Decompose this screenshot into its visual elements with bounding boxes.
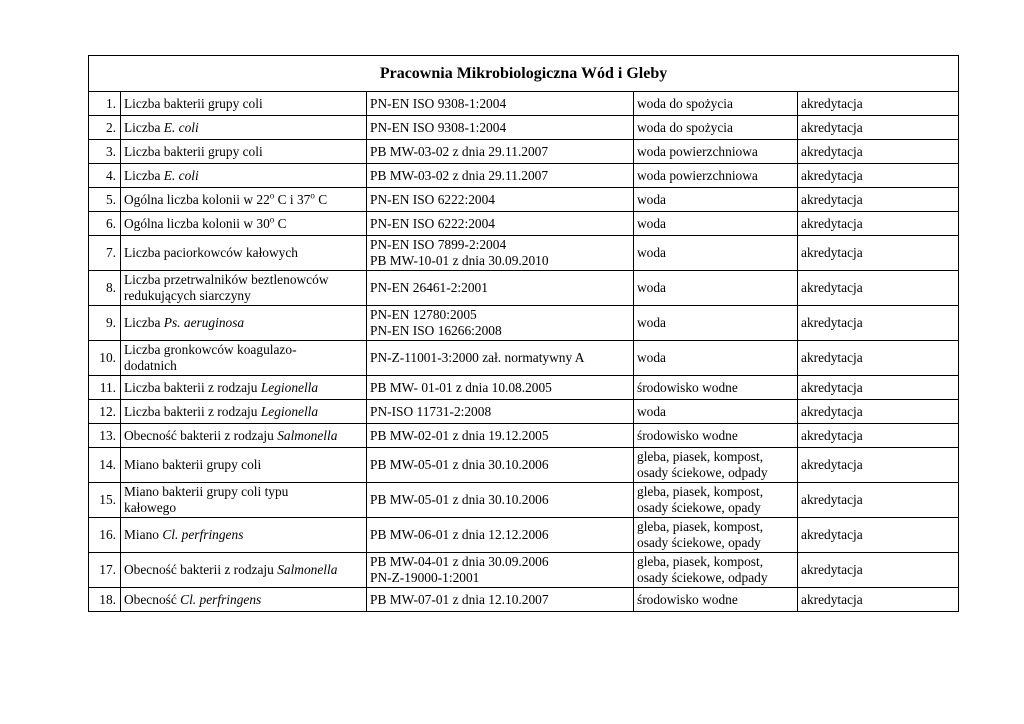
matrix-line: woda [637, 191, 667, 207]
parameter-cell: Liczba bakterii z rodzaju Legionella [121, 376, 367, 400]
matrix-cell [634, 164, 798, 188]
method-cell [367, 140, 634, 164]
matrix-line: środowisko wodne [637, 591, 738, 607]
row-number: 18. [89, 588, 121, 612]
table-row [89, 306, 959, 341]
accreditation-cell: akredytacja [798, 164, 959, 188]
method-cell [367, 400, 634, 424]
degree-superscript: o [269, 214, 275, 225]
matrix-cell [634, 306, 798, 341]
matrix-cell [634, 271, 798, 306]
method-cell [367, 553, 634, 588]
matrix-cell [634, 553, 798, 588]
table-row [89, 341, 959, 376]
matrix-line: gleba, piasek, kompost, [637, 519, 764, 534]
method-line: PB MW-02-01 z dnia 19.12.2005 [370, 427, 549, 443]
method-cell [367, 116, 634, 140]
methods-table [88, 55, 959, 612]
parameter-cell: Liczba paciorkowców kałowych [121, 236, 367, 271]
method-line: PN-EN ISO 9308-1:2004 [370, 119, 507, 135]
table-row [89, 188, 959, 212]
matrix-cell [634, 188, 798, 212]
method-line: PB MW-03-02 z dnia 29.11.2007 [370, 167, 549, 183]
accreditation-cell: akredytacja [798, 306, 959, 341]
matrix-line: osady ściekowe, opady [637, 535, 761, 550]
matrix-cell [634, 212, 798, 236]
degree-superscript: o [310, 190, 315, 201]
method-line: PN-ISO 11731-2:2008 [370, 403, 492, 419]
accreditation-cell: akredytacja [798, 424, 959, 448]
parameter-cell: Obecność Cl. perfringens [121, 588, 367, 612]
matrix-line: woda do spożycia [637, 119, 733, 135]
matrix-line: gleba, piasek, kompost, [637, 484, 764, 499]
method-cell [367, 164, 634, 188]
method-line: PN-Z-19000-1:2001 [370, 570, 480, 585]
row-number: 1. [89, 92, 121, 116]
row-number: 9. [89, 306, 121, 341]
method-line: PB MW-03-02 z dnia 29.11.2007 [370, 143, 549, 159]
table-row [89, 518, 959, 553]
italic-text: Ps. aeruginosa [163, 315, 245, 330]
matrix-line: woda [637, 280, 667, 295]
matrix-line: środowisko wodne [637, 427, 738, 443]
row-number: 14. [89, 448, 121, 483]
method-cell [367, 483, 634, 518]
accreditation-cell: akredytacja [798, 271, 959, 306]
accreditation-cell: akredytacja [798, 188, 959, 212]
row-number: 13. [89, 424, 121, 448]
table-row [89, 164, 959, 188]
table-row [89, 212, 959, 236]
accreditation-cell: akredytacja [798, 92, 959, 116]
degree-superscript: o [269, 190, 275, 201]
table-body [89, 92, 959, 612]
parameter-cell: Liczba E. coli [121, 164, 367, 188]
parameter-cell: Liczba bakterii grupy coli [121, 92, 367, 116]
matrix-line: środowisko wodne [637, 379, 738, 395]
parameter-cell: Obecność bakterii z rodzaju Salmonella [121, 424, 367, 448]
matrix-cell [634, 116, 798, 140]
matrix-line: osady ściekowe, odpady [637, 570, 768, 585]
row-number: 7. [89, 236, 121, 271]
method-line: PN-EN ISO 16266:2008 [370, 323, 502, 338]
matrix-cell [634, 341, 798, 376]
method-cell [367, 92, 634, 116]
parameter-cell: Ogólna liczba kolonii w 30$^o$ C [121, 212, 367, 236]
accreditation-cell: akredytacja [798, 236, 959, 271]
matrix-cell [634, 448, 798, 483]
parameter-cell: Obecność bakterii z rodzaju Salmonella [121, 553, 367, 588]
row-number: 5. [89, 188, 121, 212]
method-line: PN-EN ISO 6222:2004 [370, 215, 495, 231]
parameter-cell: Ogólna liczba kolonii w 22$^o$ C i 37$^o$ C [121, 188, 367, 212]
table-row [89, 553, 959, 588]
italic-text: Cl. perfringens [180, 591, 262, 607]
method-line: PN-EN ISO 6222:2004 [370, 191, 495, 207]
parameter-cell: Liczba gronkowców koagulazo- dodatnich [121, 341, 367, 376]
method-line: PB MW-07-01 z dnia 12.10.2007 [370, 591, 549, 607]
row-number: 4. [89, 164, 121, 188]
matrix-line: woda powierzchniowa [637, 167, 758, 183]
table-title: Pracownia Mikrobiologiczna Wód i Gleby [89, 56, 959, 92]
accreditation-cell: akredytacja [798, 140, 959, 164]
parameter-cell: Liczba bakterii grupy coli [121, 140, 367, 164]
method-line: PB MW-05-01 z dnia 30.10.2006 [370, 457, 549, 472]
matrix-line: woda [637, 215, 667, 231]
italic-text: E. coli [163, 119, 199, 135]
matrix-line: gleba, piasek, kompost, [637, 449, 764, 464]
matrix-line: woda powierzchniowa [637, 143, 758, 159]
parameter-cell: Liczba bakterii z rodzaju Legionella [121, 400, 367, 424]
method-cell [367, 424, 634, 448]
table-row [89, 376, 959, 400]
row-number: 17. [89, 553, 121, 588]
accreditation-cell: akredytacja [798, 553, 959, 588]
matrix-cell [634, 376, 798, 400]
row-number: 8. [89, 271, 121, 306]
method-line: PN-EN ISO 7899-2:2004 [370, 237, 507, 252]
method-line: PB MW-04-01 z dnia 30.09.2006 [370, 554, 549, 569]
italic-text: E. coli [163, 167, 199, 183]
italic-text: Legionella [260, 379, 319, 395]
accreditation-cell: akredytacja [798, 116, 959, 140]
method-cell [367, 588, 634, 612]
parameter-cell: Miano bakterii grupy coli typu kałowego [121, 483, 367, 518]
matrix-cell [634, 518, 798, 553]
parameter-cell: Liczba przetrwalników beztlenowców redukujących siarczyny [121, 271, 367, 306]
italic-text: Salmonella [277, 427, 338, 443]
method-cell [367, 236, 634, 271]
method-cell [367, 376, 634, 400]
accreditation-cell: akredytacja [798, 518, 959, 553]
table-row [89, 236, 959, 271]
matrix-line: woda [637, 403, 667, 419]
matrix-line: osady ściekowe, odpady [637, 465, 768, 480]
table-row [89, 400, 959, 424]
matrix-cell [634, 483, 798, 518]
parameter-cell: Miano bakterii grupy coli [121, 448, 367, 483]
row-number: 10. [89, 341, 121, 376]
accreditation-cell: akredytacja [798, 588, 959, 612]
accreditation-cell: akredytacja [798, 448, 959, 483]
row-number: 6. [89, 212, 121, 236]
matrix-line: woda [637, 315, 667, 330]
parameter-cell: Liczba Ps. aeruginosa [121, 306, 367, 341]
italic-text: Cl. perfringens [162, 527, 244, 542]
table-row [89, 271, 959, 306]
matrix-cell [634, 140, 798, 164]
method-cell [367, 518, 634, 553]
document-page [88, 55, 958, 612]
row-number: 12. [89, 400, 121, 424]
parameter-cell: Liczba E. coli [121, 116, 367, 140]
accreditation-cell: akredytacja [798, 212, 959, 236]
table-row [89, 424, 959, 448]
method-cell [367, 341, 634, 376]
matrix-line: woda do spożycia [637, 95, 733, 111]
matrix-cell [634, 424, 798, 448]
row-number: 2. [89, 116, 121, 140]
method-line: PN-EN 12780:2005 [370, 307, 477, 322]
method-cell [367, 448, 634, 483]
method-line: PN-EN 26461-2:2001 [370, 280, 488, 295]
table-row [89, 140, 959, 164]
row-number: 11. [89, 376, 121, 400]
matrix-cell [634, 588, 798, 612]
parameter-cell: Miano Cl. perfringens [121, 518, 367, 553]
accreditation-cell: akredytacja [798, 400, 959, 424]
matrix-line: woda [637, 350, 667, 365]
matrix-cell [634, 92, 798, 116]
accreditation-cell: akredytacja [798, 376, 959, 400]
italic-text: Salmonella [277, 562, 338, 577]
italic-text: Legionella [260, 403, 319, 419]
method-line: PB MW-05-01 z dnia 30.10.2006 [370, 492, 549, 507]
method-line: PB MW- 01-01 z dnia 10.08.2005 [370, 379, 552, 395]
matrix-line: osady ściekowe, opady [637, 500, 761, 515]
method-cell [367, 188, 634, 212]
accreditation-cell: akredytacja [798, 483, 959, 518]
matrix-cell [634, 236, 798, 271]
method-cell [367, 271, 634, 306]
accreditation-cell: akredytacja [798, 341, 959, 376]
method-line: PN-EN ISO 9308-1:2004 [370, 95, 507, 111]
row-number: 3. [89, 140, 121, 164]
row-number: 15. [89, 483, 121, 518]
matrix-line: gleba, piasek, kompost, [637, 554, 764, 569]
method-line: PB MW-10-01 z dnia 30.09.2010 [370, 253, 549, 268]
table-row [89, 588, 959, 612]
method-line: PB MW-06-01 z dnia 12.12.2006 [370, 527, 549, 542]
row-number: 16. [89, 518, 121, 553]
matrix-line: woda [637, 245, 667, 260]
method-cell [367, 212, 634, 236]
table-row [89, 116, 959, 140]
method-line: PN-Z-11001-3:2000 zał. normatywny A [370, 350, 585, 365]
method-cell [367, 306, 634, 341]
table-row [89, 483, 959, 518]
matrix-cell [634, 400, 798, 424]
table-row [89, 92, 959, 116]
table-row [89, 448, 959, 483]
